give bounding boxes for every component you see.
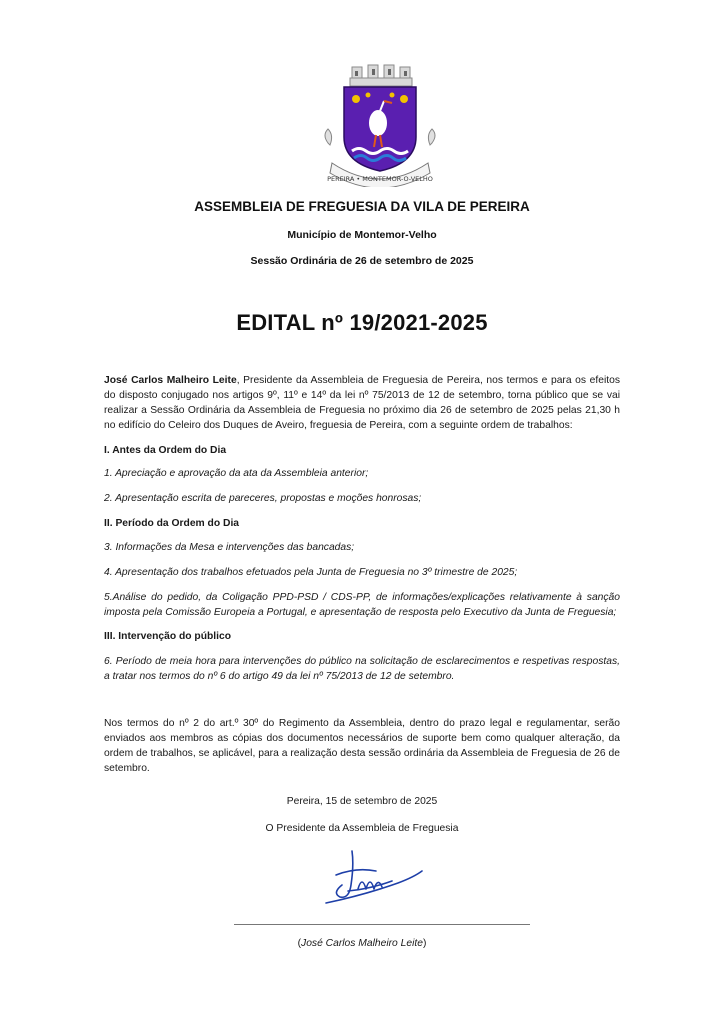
- section-heading-2: II. Período da Ordem do Dia: [104, 518, 240, 529]
- banner-text: PEREIRA • MONTEMOR-O-VELHO: [327, 175, 433, 183]
- municipio-subtitle: Município de Montemor-Velho: [287, 229, 437, 241]
- intro-paragraph: [104, 373, 620, 433]
- agenda-item-6: 6. Período de meia hora para intervenções do público na solicitação de esclarecimentos e respetivas respostas, a tratar nos termos do nº 6 do artigo 49 da lei nº 75/2013 de 12 de setembro.: [104, 656, 620, 682]
- agenda-item-5: 5.Análise do pedido, da Coligação PPD-PSD / CDS-PP, de informações/explicações relativamente à sanção imposta pela Comissão Europeia a Portugal, e apresentação de resposta pelo Executivo da Junta de Freguesia;: [104, 592, 620, 618]
- president-name: José Carlos Malheiro Leite: [104, 375, 237, 386]
- handwritten-signature: [318, 845, 428, 911]
- agenda-item-1: 1. Apreciação e aprovação da ata da Assembleia anterior;: [104, 468, 369, 479]
- agenda-item-3: 3. Informações da Mesa e intervenções das bancadas;: [104, 542, 355, 553]
- section-heading-1: I. Antes da Ordem do Dia: [104, 445, 227, 456]
- signature-line: [234, 924, 530, 925]
- signatory-name: [0, 938, 724, 949]
- session-subtitle: Sessão Ordinária de 26 de setembro de 2025: [250, 255, 474, 267]
- assembly-title: ASSEMBLEIA DE FREGUESIA DA VILA DE PEREIRA: [194, 199, 530, 214]
- signatory-name-text: (José Carlos Malheiro Leite): [297, 938, 427, 949]
- coat-of-arms-logo: [318, 63, 442, 187]
- place-date: Pereira, 15 de setembro de 2025: [286, 796, 438, 807]
- agenda-item-2: 2. Apresentação escrita de pareceres, propostas e moções honrosas;: [104, 493, 422, 504]
- agenda-item-4: 4. Apresentação dos trabalhos efetuados pela Junta de Freguesia no 3º trimestre de 2025;: [104, 567, 518, 578]
- edital-title: EDITAL nº 19/2021-2025: [236, 310, 488, 335]
- intro-text: , Presidente da Assembleia de Freguesia de Pereira, nos termos e para os efeitos do disposto conjugado nos artigos 9º, 11º e 14º da lei nº 75/2013 de 12 de setembro, torna público que se vai realizar a Sessão Ordinária da Assembleia de Freguesia no próximo dia 26 de setembro de 2025 pelas 21,30 h no edifício do Celeiro dos Duques de Aveiro, freguesia de Pereira, com a seguinte ordem de trabalhos:: [104, 375, 620, 431]
- section-heading-3: III. Intervenção do público: [104, 631, 232, 642]
- president-role: O Presidente da Assembleia de Freguesia: [265, 823, 459, 834]
- closing-paragraph: Nos termos do nº 2 do art.º 30º do Regimento da Assembleia, dentro do prazo legal e regulamentar, serão enviados aos membros as cópias dos documentos necessários de suporte bem como qualquer alteração, da ordem de trabalhos, se aplicável, para a realização desta sessão ordinária da Assembleia de Freguesia de 26 de setembro.: [104, 718, 620, 774]
